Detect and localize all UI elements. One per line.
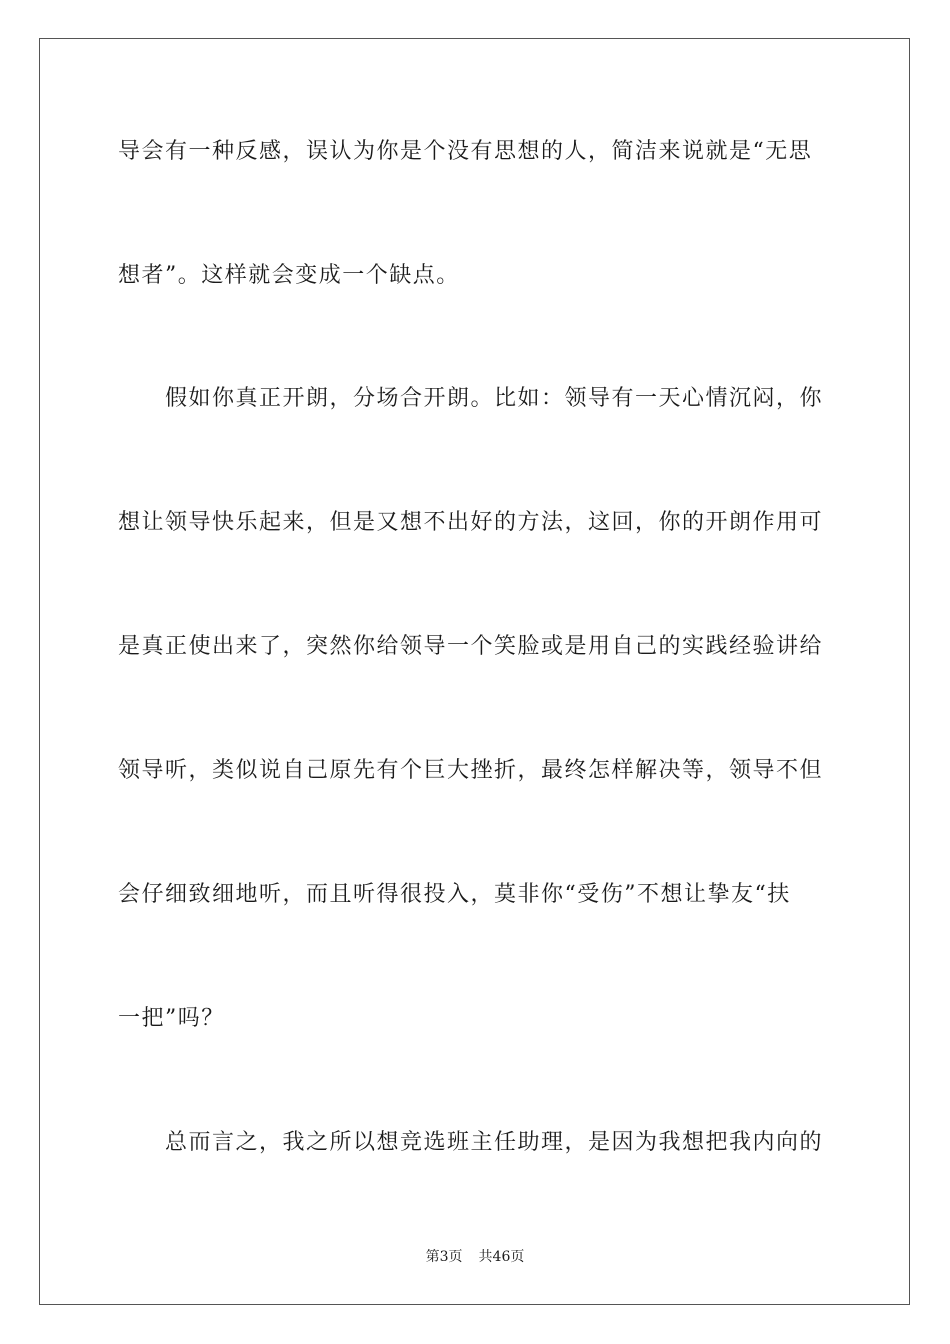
- paragraph-line-8: 一把”吗？: [118, 1006, 225, 1031]
- paragraph-line-9: 总而言之，我之所以想竞选班主任助理，是因为我想把我内向的: [165, 1130, 824, 1155]
- paragraph-line-4: 想让领导快乐起来，但是又想不出好的方法，这回，你的开朗作用可: [118, 510, 824, 535]
- paragraph-line-5: 是真正使出来了，突然你给领导一个笑脸或是用自己的实践经验讲给: [118, 634, 824, 659]
- page-number-total: 共46页: [478, 1249, 525, 1265]
- paragraph-line-3: 假如你真正开朗，分场合开朗。比如：领导有一天心情沉闷，你: [165, 386, 824, 411]
- paragraph-line-6: 领导听，类似说自己原先有个巨大挫折，最终怎样解决等，领导不但: [118, 758, 824, 783]
- paragraph-line-2: 想者”。这样就会变成一个缺点。: [118, 263, 460, 288]
- paragraph-line-7: 会仔细致细地听，而且听得很投入，莫非你“受伤”不想让挚友“扶: [118, 882, 791, 907]
- paragraph-line-1: 导会有一种反感，误认为你是个没有思想的人，简洁来说就是“无思: [118, 139, 813, 164]
- page-border: [39, 38, 910, 1305]
- page-footer: [0, 1247, 950, 1267]
- page-number-current: 第3页: [425, 1249, 463, 1265]
